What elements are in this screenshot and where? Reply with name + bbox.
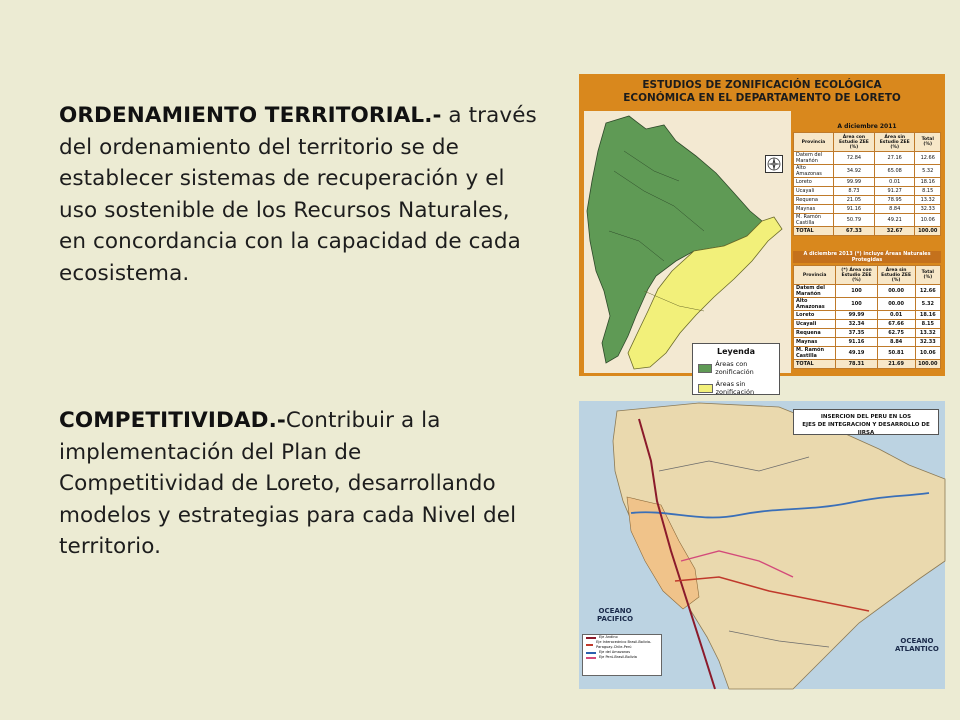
table-2011 [793, 132, 941, 236]
table-cell: Datem del Marañón [794, 285, 836, 298]
table-cell: 27.16 [874, 152, 915, 165]
table-cell: 5.32 [915, 165, 941, 178]
table-cell: 65.08 [874, 165, 915, 178]
table-cell: 12.66 [915, 152, 941, 165]
legend-label: Áreas sin zonificación [715, 380, 755, 396]
table-cell: Requena [794, 196, 834, 205]
atlantic-ocean-label [895, 637, 939, 653]
table-header-cell: Provincia [794, 133, 834, 152]
zonification-table-2013 [793, 251, 941, 369]
north-arrow-icon [765, 155, 783, 173]
table-cell: 18.16 [915, 178, 941, 187]
p1-line: establecer sistemas de recuperación y el [59, 166, 505, 191]
table-cell: Alto Amazonas [794, 298, 836, 311]
table-cell: 50.79 [833, 214, 874, 227]
table-cell: 18.16 [915, 311, 940, 320]
table-cell: M. Ramón Castilla [794, 347, 836, 360]
table-row [794, 285, 941, 298]
table-cell: 21.69 [877, 360, 915, 369]
ocean-label-line: ATLANTICO [895, 645, 939, 653]
table-header-cell: (*) Área con Estudio ZEE (%) [836, 266, 877, 285]
p1-line: a través [441, 103, 537, 128]
table-cell: Datem del Marañón [794, 152, 834, 165]
table-cell: Alto Amazonas [794, 165, 834, 178]
zonification-legend [692, 343, 780, 395]
table-cell: 100.00 [915, 227, 941, 236]
table-row [794, 338, 941, 347]
table-cell: 00.00 [877, 285, 915, 298]
table-cell: 21.05 [833, 196, 874, 205]
p1-line: del ordenamiento del territorio se de [59, 134, 460, 160]
iirsa-title-line: INSERCION DEL PERU EN LOS [820, 414, 912, 420]
table-cell: 8.84 [874, 205, 915, 214]
table-row [794, 152, 941, 165]
table-cell: 37.35 [836, 329, 877, 338]
iirsa-figure [579, 401, 945, 689]
legend-line-swatch [586, 657, 596, 659]
table-cell: 8.73 [833, 187, 874, 196]
table-cell: 10.06 [915, 347, 940, 360]
table-cell: 13.32 [915, 329, 940, 338]
table-cell: 0.01 [877, 311, 915, 320]
table-header-cell: Total (%) [915, 133, 941, 152]
table-row [794, 360, 941, 369]
table-cell: 67.33 [833, 227, 874, 236]
table-cell: 99.99 [836, 311, 877, 320]
table-row [794, 347, 941, 360]
table-cell: 78.31 [836, 360, 877, 369]
table-cell: 91.16 [836, 338, 877, 347]
table-cell: 0.01 [874, 178, 915, 187]
table-row [794, 311, 941, 320]
table-cell: 34.92 [833, 165, 874, 178]
iirsa-legend-item [583, 655, 661, 660]
legend-item-without-zoning [698, 380, 779, 396]
table-caption: A diciembre 2013 (*) incluye Áreas Naturales Protegidas [793, 251, 941, 263]
table-row [794, 165, 941, 178]
zonification-title-line: ECONÓMICA EN EL DEPARTAMENTO DE LORETO [623, 92, 901, 104]
table-cell: Maynas [794, 338, 836, 347]
table-cell: Loreto [794, 311, 836, 320]
table-header-cell: Provincia [794, 266, 836, 285]
table-header-cell: Área con Estudio ZEE (%) [833, 133, 874, 152]
loreto-map-drawing [584, 111, 791, 373]
table-cell: Requena [794, 329, 836, 338]
table-cell: TOTAL [794, 227, 834, 236]
table-cell: 8.84 [877, 338, 915, 347]
ordenamiento-heading: ORDENAMIENTO TERRITORIAL.- [59, 103, 442, 128]
iirsa-legend [582, 634, 662, 676]
iirsa-legend-item [583, 640, 661, 650]
table-header-cell: Área sin Estudio ZEE (%) [874, 133, 915, 152]
p2-line: territorio. [59, 534, 162, 559]
table-cell: 91.16 [833, 205, 874, 214]
table-caption: A diciembre 2011 [837, 123, 897, 130]
competitividad-heading: COMPETITIVIDAD.- [59, 408, 286, 433]
table-cell: 72.84 [833, 152, 874, 165]
table-cell: 49.19 [836, 347, 877, 360]
table-cell: 91.27 [874, 187, 915, 196]
table-cell: Loreto [794, 178, 834, 187]
table-cell: 10.06 [915, 214, 941, 227]
table-row [794, 178, 941, 187]
table-cell: 67.66 [877, 320, 915, 329]
table-cell: TOTAL [794, 360, 836, 369]
p1-line: en concordancia con la capacidad de cada [59, 229, 521, 254]
loreto-map [584, 111, 791, 396]
legend-item-with-zoning [698, 360, 779, 376]
zonification-title-line: ESTUDIOS DE ZONIFICACIÓN ECOLÓGICA [642, 79, 882, 91]
table-cell: 49.21 [874, 214, 915, 227]
table-row [794, 205, 941, 214]
pacific-ocean-label [597, 607, 633, 623]
table-cell: 32.33 [915, 338, 940, 347]
table-cell: M. Ramón Castilla [794, 214, 834, 227]
ordenamiento-paragraph [59, 100, 559, 289]
table-cell: 78.95 [874, 196, 915, 205]
legend-swatch [698, 384, 713, 393]
p1-line: ecosistema. [59, 260, 190, 286]
table-row [794, 298, 941, 311]
zonification-table-2011 [793, 123, 941, 236]
p2-line: modelos y estrategias para cada Nivel del [59, 502, 517, 528]
zonification-figure [579, 74, 945, 396]
table-row [794, 187, 941, 196]
table-cell: 00.00 [877, 298, 915, 311]
legend-line-swatch [586, 637, 596, 639]
table-cell: 32.34 [836, 320, 877, 329]
table-cell: 62.75 [877, 329, 915, 338]
legend-label: Eje Andino [599, 635, 618, 639]
table-row [794, 227, 941, 236]
p1-line: uso sostenible de los Recursos Naturales, [59, 197, 510, 223]
table-cell: Maynas [794, 205, 834, 214]
table-cell: Ucayali [794, 187, 834, 196]
table-header-cell: Área sin Estudio ZEE (%) [877, 266, 915, 285]
table-cell: 32.67 [874, 227, 915, 236]
table-row [794, 214, 941, 227]
table-cell: 8.15 [915, 187, 941, 196]
legend-swatch [698, 364, 712, 373]
legend-line-swatch [586, 644, 593, 646]
table-cell: 13.32 [915, 196, 941, 205]
table-cell: 12.66 [915, 285, 940, 298]
table-cell: 100.00 [915, 360, 940, 369]
table-cell: Ucayali [794, 320, 836, 329]
table-cell: 99.99 [833, 178, 874, 187]
table-cell: 100 [836, 285, 877, 298]
table-header-cell: Total (%) [915, 266, 940, 285]
table-cell: 32.33 [915, 205, 941, 214]
table-row [794, 196, 941, 205]
zonification-title [579, 79, 945, 105]
table-2013 [793, 265, 941, 369]
table-cell: 8.15 [915, 320, 940, 329]
p2-line: implementación del Plan de [59, 439, 362, 465]
legend-title: Leyenda [717, 347, 755, 356]
competitividad-paragraph [59, 405, 559, 563]
table-row [794, 320, 941, 329]
p2-line: Contribuir a la [285, 408, 441, 433]
ocean-label-line: OCEANO [598, 607, 632, 615]
ocean-label-line: OCEANO [900, 637, 934, 645]
legend-label: Eje Interoceánico Brasil-Bolivia-Paraguay-Chile-Perú [596, 640, 652, 649]
iirsa-title-line: EJES DE INTEGRACION Y DESARROLLO DE IIRSA [802, 422, 930, 436]
legend-label: Áreas con zonificación [715, 360, 754, 376]
legend-label: Eje del Amazonas [599, 650, 631, 654]
table-cell: 5.32 [915, 298, 940, 311]
table-row [794, 329, 941, 338]
legend-line-swatch [586, 652, 596, 654]
iirsa-title [793, 409, 939, 435]
ocean-label-line: PACIFICO [597, 615, 634, 623]
legend-label: Eje Perú-Brasil-Bolivia [599, 655, 637, 659]
table-cell: 100 [836, 298, 877, 311]
table-cell: 50.81 [877, 347, 915, 360]
p2-line: Competitividad de Loreto, desarrollando [59, 471, 496, 496]
